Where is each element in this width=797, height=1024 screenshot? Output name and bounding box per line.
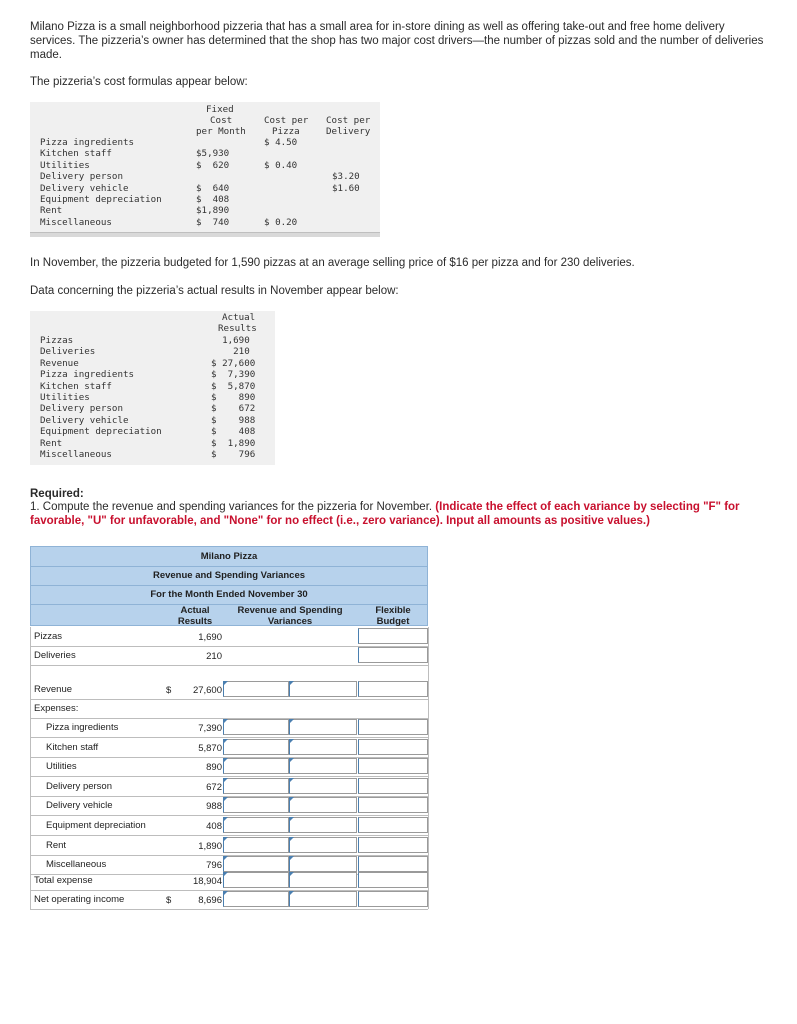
report-title: Revenue and Spending Variances bbox=[152, 570, 306, 581]
row-label: Expenses: bbox=[34, 703, 79, 714]
variance-amount-input[interactable] bbox=[223, 837, 289, 853]
actual-value: 210 bbox=[206, 651, 222, 662]
company-title: Milano Pizza bbox=[200, 551, 258, 562]
row-label: Pizza ingredients bbox=[46, 722, 119, 733]
variance-amount-input[interactable] bbox=[223, 817, 289, 833]
actual-value: 8,696 bbox=[198, 895, 222, 906]
col-actual-line1: Actual bbox=[180, 605, 210, 616]
variance-amount-input[interactable] bbox=[223, 739, 289, 755]
dollar-sign: $ bbox=[166, 685, 172, 696]
actual-value: 7,390 bbox=[198, 723, 222, 734]
variance-amount-input[interactable] bbox=[223, 891, 289, 907]
flexible-budget-input[interactable] bbox=[358, 681, 428, 697]
actual-row-value: $ 27,600 bbox=[211, 357, 256, 369]
header-fixed-1: Fixed bbox=[206, 104, 234, 115]
variance-amount-input[interactable] bbox=[223, 856, 289, 872]
actual-row-label: Utilities bbox=[40, 392, 90, 403]
header-fixed-2: Cost bbox=[210, 115, 233, 126]
row-expense bbox=[30, 836, 428, 856]
cost-row-label: Miscellaneous bbox=[40, 216, 112, 228]
cost-row-label: Equipment depreciation bbox=[40, 194, 162, 205]
flexible-budget-input[interactable] bbox=[358, 837, 428, 853]
variance-effect-select[interactable] bbox=[289, 817, 357, 833]
cost-row-fixed: $ 640 bbox=[196, 182, 230, 194]
variance-amount-input[interactable] bbox=[223, 778, 289, 794]
cost-row-fixed: $5,930 bbox=[196, 148, 230, 160]
actual-header-1: Actual bbox=[222, 312, 256, 323]
variance-effect-select[interactable] bbox=[289, 856, 357, 872]
variance-effect-select[interactable] bbox=[289, 739, 357, 755]
row-pizzas bbox=[30, 627, 428, 647]
row-label: Miscellaneous bbox=[46, 859, 107, 871]
header-pizza-2: Pizza bbox=[272, 126, 300, 137]
cost-row-label: Rent bbox=[40, 205, 63, 217]
col-actual-line2: Results bbox=[177, 616, 213, 627]
row-label: Deliveries bbox=[34, 650, 76, 661]
row-expense bbox=[30, 816, 428, 836]
row-label: Delivery vehicle bbox=[46, 800, 113, 812]
variance-effect-select[interactable] bbox=[289, 758, 357, 774]
grid-line bbox=[428, 627, 429, 909]
variance-effect-select[interactable] bbox=[289, 891, 357, 907]
col-variance-line2: Variances bbox=[267, 616, 313, 627]
row-label: Total expense bbox=[34, 875, 93, 886]
row-expense bbox=[30, 757, 428, 777]
header-divider-1 bbox=[30, 566, 428, 567]
row-total-expense bbox=[30, 871, 428, 891]
flexible-budget-input[interactable] bbox=[358, 628, 428, 644]
row-label: Net operating income bbox=[34, 894, 125, 905]
variance-effect-select[interactable] bbox=[289, 681, 357, 697]
cost-row-label: Delivery vehicle bbox=[40, 182, 129, 194]
actual-row-value: 1,690 bbox=[211, 335, 250, 346]
header-divider-2 bbox=[30, 585, 428, 586]
col-header-flexible bbox=[358, 605, 428, 627]
actual-row-label: Rent bbox=[40, 437, 63, 449]
actual-row-value: $ 672 bbox=[211, 403, 256, 415]
row-label: Utilities bbox=[46, 761, 77, 773]
variance-amount-input[interactable] bbox=[223, 758, 289, 774]
variance-amount-input[interactable] bbox=[223, 719, 289, 735]
actual-row-label: Pizzas bbox=[40, 335, 74, 346]
table-scrollbar bbox=[30, 232, 380, 237]
actual-value: 1,690 bbox=[198, 632, 222, 643]
header-delivery-2: Delivery bbox=[326, 126, 371, 137]
actual-value: 890 bbox=[206, 762, 222, 774]
flexible-budget-input[interactable] bbox=[358, 817, 428, 833]
actual-value: 1,890 bbox=[198, 840, 222, 852]
row-expense bbox=[30, 738, 428, 758]
cost-row-delivery: $1.60 bbox=[332, 182, 360, 194]
header-fixed-3: per Month bbox=[196, 126, 246, 137]
col-flex-line2: Budget bbox=[376, 616, 410, 627]
variance-effect-select[interactable] bbox=[289, 719, 357, 735]
variance-amount-input[interactable] bbox=[223, 681, 289, 697]
row-expense bbox=[30, 718, 428, 738]
required-title: Required: bbox=[30, 488, 84, 500]
required-question: 1. Compute the revenue and spending variances for the pizzeria for November. bbox=[30, 501, 436, 513]
cost-row-label: Pizza ingredients bbox=[40, 137, 135, 148]
actual-value: 408 bbox=[206, 821, 222, 832]
actual-value: 5,870 bbox=[198, 742, 222, 754]
cost-row-delivery: $3.20 bbox=[332, 171, 360, 183]
col-variance-line1: Revenue and Spending bbox=[237, 605, 343, 616]
actual-row-label: Delivery person bbox=[40, 403, 123, 415]
col-header-actual bbox=[165, 605, 225, 627]
cost-row-fixed: $ 408 bbox=[196, 194, 230, 205]
row-label: Delivery person bbox=[46, 780, 112, 792]
cost-row-fixed: $ 620 bbox=[196, 159, 230, 171]
row-label: Rent bbox=[46, 839, 67, 851]
actual-value: 672 bbox=[206, 781, 222, 793]
variance-effect-select[interactable] bbox=[289, 837, 357, 853]
intro-paragraph: Milano Pizza is a small neighborhood pizzeria that has a small area for in-store dining as well as offering take-out and free home delivery services. The pizzeria’s owner has determined that the shop has two major cost drivers—the number of pizzas sold and the number of deliveries made. bbox=[30, 21, 764, 61]
required-text bbox=[30, 501, 770, 528]
actual-row-value: $ 1,890 bbox=[211, 437, 256, 449]
actual-header-2: Results bbox=[218, 323, 257, 334]
flexible-budget-input[interactable] bbox=[358, 778, 428, 794]
row-label: Equipment depreciation bbox=[46, 820, 146, 831]
cost-row-label: Kitchen staff bbox=[40, 148, 112, 160]
actual-row-label: Miscellaneous bbox=[40, 449, 112, 460]
cost-row-pizza: $ 0.40 bbox=[264, 159, 298, 171]
flexible-budget-input[interactable] bbox=[358, 647, 428, 663]
actual-value: 18,904 bbox=[192, 876, 222, 887]
actual-row-label: Revenue bbox=[40, 357, 79, 369]
row-deliveries bbox=[30, 646, 428, 666]
col-header-variance bbox=[225, 605, 355, 627]
row-expense bbox=[30, 777, 428, 797]
row-expense bbox=[30, 796, 428, 816]
header-pizza-1: Cost per bbox=[264, 115, 309, 126]
row-label: Kitchen staff bbox=[46, 741, 99, 753]
actual-value: 796 bbox=[206, 860, 222, 872]
flexible-budget-input[interactable] bbox=[358, 719, 428, 735]
actual-row-value: $ 988 bbox=[211, 414, 256, 426]
cost-row-fixed: $1,890 bbox=[196, 205, 230, 217]
actual-row-value: $ 408 bbox=[211, 426, 256, 438]
period-title: For the Month Ended November 30 bbox=[150, 589, 308, 600]
actual-row-label: Pizza ingredients bbox=[40, 369, 135, 381]
flexible-budget-input[interactable] bbox=[358, 797, 428, 813]
flexible-budget-input[interactable] bbox=[358, 891, 428, 907]
variance-amount-input[interactable] bbox=[223, 797, 289, 813]
variance-effect-select[interactable] bbox=[289, 778, 357, 794]
flexible-budget-input[interactable] bbox=[358, 758, 428, 774]
actual-row-value: $ 890 bbox=[211, 392, 256, 403]
flexible-budget-input[interactable] bbox=[358, 856, 428, 872]
cost-row-label: Delivery person bbox=[40, 171, 123, 183]
actual-row-value: $ 5,870 bbox=[211, 380, 256, 392]
header-delivery-1: Cost per bbox=[326, 115, 371, 126]
row-expenses-label bbox=[30, 699, 428, 719]
cost-formulas-intro: The pizzeria’s cost formulas appear below: bbox=[30, 76, 248, 88]
actual-value: 27,600 bbox=[192, 685, 222, 696]
actual-row-value: $ 7,390 bbox=[211, 369, 256, 381]
grid-line bbox=[30, 627, 31, 909]
variance-effect-select[interactable] bbox=[289, 797, 357, 813]
actual-intro: Data concerning the pizzeria’s actual results in November appear below: bbox=[30, 285, 399, 297]
cost-row-pizza: $ 4.50 bbox=[264, 137, 298, 148]
dollar-sign: $ bbox=[166, 895, 172, 906]
actual-row-value: $ 796 bbox=[211, 449, 256, 460]
flexible-budget-input[interactable] bbox=[358, 872, 428, 888]
cost-row-label: Utilities bbox=[40, 159, 90, 171]
actual-row-value: 210 bbox=[211, 346, 250, 358]
actual-row-label: Kitchen staff bbox=[40, 380, 112, 392]
flexible-budget-input[interactable] bbox=[358, 739, 428, 755]
row-revenue bbox=[30, 680, 428, 700]
actual-row-label: Equipment depreciation bbox=[40, 426, 162, 438]
row-label: Pizzas bbox=[34, 631, 62, 642]
budget-text: In November, the pizzeria budgeted for 1,590 pizzas at an average selling price of $16 per pizza and for 230 deliveries. bbox=[30, 257, 635, 269]
col-flex-line1: Flexible bbox=[375, 605, 411, 616]
cost-row-pizza: $ 0.20 bbox=[264, 216, 298, 228]
cost-row-fixed: $ 740 bbox=[196, 216, 230, 228]
actual-row-label: Deliveries bbox=[40, 346, 96, 358]
actual-row-label: Delivery vehicle bbox=[40, 414, 129, 426]
row-label: Revenue bbox=[34, 684, 73, 695]
row-net-income bbox=[30, 890, 428, 910]
actual-value: 988 bbox=[206, 801, 222, 813]
variance-effect-select[interactable] bbox=[289, 872, 357, 888]
variance-amount-input[interactable] bbox=[223, 872, 289, 888]
required-instruction: (Indicate the effect of each variance by selecting "F" for favorable, "U" for unfavorable, and "None" for no effect (i.e., zero variance). Input all amounts as positive values.) bbox=[30, 501, 740, 527]
